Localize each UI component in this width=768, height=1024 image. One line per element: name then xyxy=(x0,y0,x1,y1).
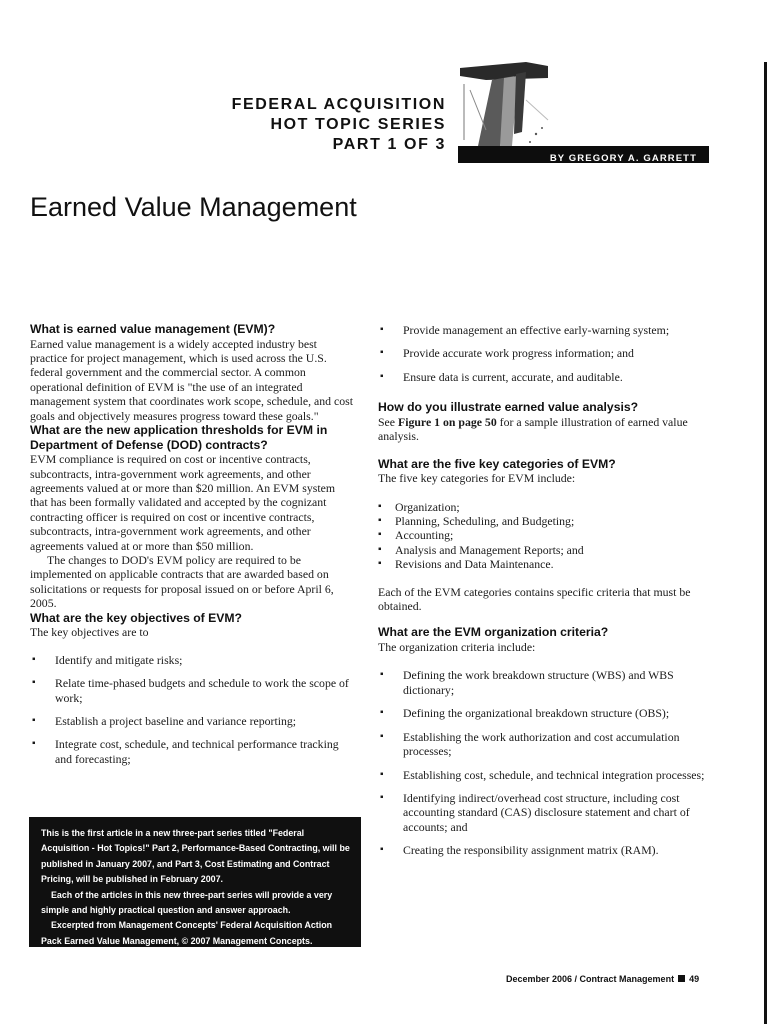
header-illustration xyxy=(456,60,552,148)
bullet-icon: ▪ xyxy=(32,714,36,726)
list-item: ▪ Establish a project baseline and variance reporting; xyxy=(32,713,297,728)
series-line-2: HOT TOPIC SERIES xyxy=(270,116,446,133)
bullet-icon: ▪ xyxy=(380,324,384,335)
list-item: ▪ Defining the organizational breakdown structure (OBS); xyxy=(380,706,670,721)
list-item: ▪ Establishing cost, schedule, and technical integration processes; xyxy=(380,767,705,782)
bullet-icon: ▪ xyxy=(380,347,384,359)
list-item: ▪ Revisions and Data Maintenance. xyxy=(378,557,554,572)
list-item: ▪ Integrate cost, schedule, and technical performance tracking and forecasting; xyxy=(32,737,339,766)
q1-heading: What is earned value management (EVM)? xyxy=(30,322,276,336)
note-paragraph-1: This is the first article in a new three-part series titled "Federal Acquisition - Hot Topics!" Part 2, Performance-Based Contracting, will be published in January 2007, and Part 3, Cost Estimating and Contract Pricing, will be published in February 2007. xyxy=(41,828,350,885)
square-icon xyxy=(678,975,685,982)
list-item: ▪ Identify and mitigate risks; xyxy=(32,652,183,667)
bullet-icon: ▪ xyxy=(380,370,384,382)
left-column xyxy=(30,322,353,775)
q6-heading: What are the EVM organization criteria? xyxy=(378,625,609,640)
bullet-icon: ▪ xyxy=(380,768,384,780)
q1-body: Earned value management is a widely accepted industry best practice for project management, which is used across the U.S. federal government and the commercial sector. A common operational definition of EVM is "the use of an integrated management system that coordinates work scope, schedule, and cost goals and objectively measures progress toward these goals." xyxy=(30,336,354,423)
list-item: ▪ Creating the responsibility assignment matrix (RAM). xyxy=(380,843,659,858)
bullet-icon: ▪ xyxy=(380,669,384,681)
bullet-icon: ▪ xyxy=(380,791,384,803)
bullet-icon: ▪ xyxy=(378,543,382,555)
q3-intro: The key objectives are to xyxy=(30,625,149,640)
list-item: ▪ Provide management an effective early-warning system; xyxy=(380,323,670,337)
list-item: ▪ Ensure data is current, accurate, and auditable. xyxy=(380,369,623,384)
list-item: ▪ Analysis and Management Reports; and xyxy=(378,542,584,557)
categories-list xyxy=(378,500,710,572)
objectives-list-continued xyxy=(378,323,710,384)
bullet-icon: ▪ xyxy=(380,707,384,719)
q6-intro: The organization criteria include: xyxy=(378,640,536,655)
series-heading xyxy=(232,95,446,155)
page-edge-rule xyxy=(764,62,767,1024)
series-line-1: FEDERAL ACQUISITION xyxy=(231,96,446,113)
bullet-icon: ▪ xyxy=(32,738,36,750)
bullet-icon: ▪ xyxy=(378,500,382,512)
list-item: ▪ Defining the work breakdown structure (WBS) and WBS dictionary; xyxy=(380,668,674,697)
bullet-icon: ▪ xyxy=(380,844,384,856)
bullet-icon: ▪ xyxy=(378,515,382,527)
q5-heading: What are the five key categories of EVM? xyxy=(378,456,616,471)
bullet-icon: ▪ xyxy=(32,653,36,665)
page-title: Earned Value Management xyxy=(30,192,357,222)
organization-criteria-list xyxy=(378,668,710,857)
objectives-list xyxy=(30,653,353,766)
list-item: ▪ Planning, Scheduling, and Budgeting; xyxy=(378,514,575,529)
list-item: ▪ Provide accurate work progress information; and xyxy=(380,346,634,361)
page-footer xyxy=(506,974,699,984)
figure-reference: Figure 1 on page 50 xyxy=(397,414,497,429)
byline-bar xyxy=(458,146,709,163)
bullet-icon: ▪ xyxy=(380,730,384,742)
list-item: ▪ Accounting; xyxy=(378,528,454,543)
series-note-box xyxy=(29,817,361,947)
bullet-icon: ▪ xyxy=(378,529,382,541)
bullet-icon: ▪ xyxy=(378,558,382,570)
q3-heading: What are the key objectives of EVM? xyxy=(30,610,242,625)
q2-paragraph-2: The changes to DOD's EVM policy are required to be implemented on applicable contracts that are awarded based on solicitations or requests for proposal issued on or before April 6, 2005. xyxy=(30,553,334,611)
q5-intro: The five key categories for EVM include: xyxy=(378,471,576,486)
right-column xyxy=(378,322,710,867)
q4-body: See Figure 1 on page 50 for a sample illustration of earned value analysis. xyxy=(378,414,688,444)
q2-heading: What are the new application thresholds for EVM in Department of Defense (DOD) contracts? xyxy=(30,423,328,452)
note-paragraph-3: Excerpted from Management Concepts' Federal Acquisition Action Pack Earned Value Management, © 2007 Management Concepts. xyxy=(41,920,333,946)
q5-outro: Each of the EVM categories contains specific criteria that must be obtained. xyxy=(378,584,691,614)
list-item: ▪ Identifying indirect/overhead cost structure, including cost accounting standard (CAS) disclosure statement and chart of accounts; and xyxy=(380,790,690,834)
list-item: ▪ Relate time-phased budgets and schedule to work the scope of work; xyxy=(32,676,349,705)
byline: BY GREGORY A. GARRETT xyxy=(549,153,697,164)
q4-heading: How do you illustrate earned value analysis? xyxy=(378,400,639,415)
q2-paragraph-1: EVM compliance is required on cost or incentive contracts, subcontracts, intra-government work agreements, and other agreements valued at or more than $20 million. An EVM system that has been formally validated and accepted by the cognizant contracting officer is required on cost or incentive contracts, subcontracts, intra-government work agreements, and other agreements valued at or more than $50 million. xyxy=(30,452,336,553)
note-paragraph-2: Each of the articles in this new three-part series will provide a very simple and highly practical question and answer approach. xyxy=(41,889,333,916)
series-line-3: PART 1 OF 3 xyxy=(332,136,446,153)
page-number: 49 xyxy=(689,974,700,984)
footer-publication: December 2006 / Contract Management xyxy=(506,974,675,984)
list-item: ▪ Organization; xyxy=(378,499,460,514)
list-item: ▪ Establishing the work authorization and cost accumulation processes; xyxy=(380,729,680,759)
bullet-icon: ▪ xyxy=(32,677,36,689)
